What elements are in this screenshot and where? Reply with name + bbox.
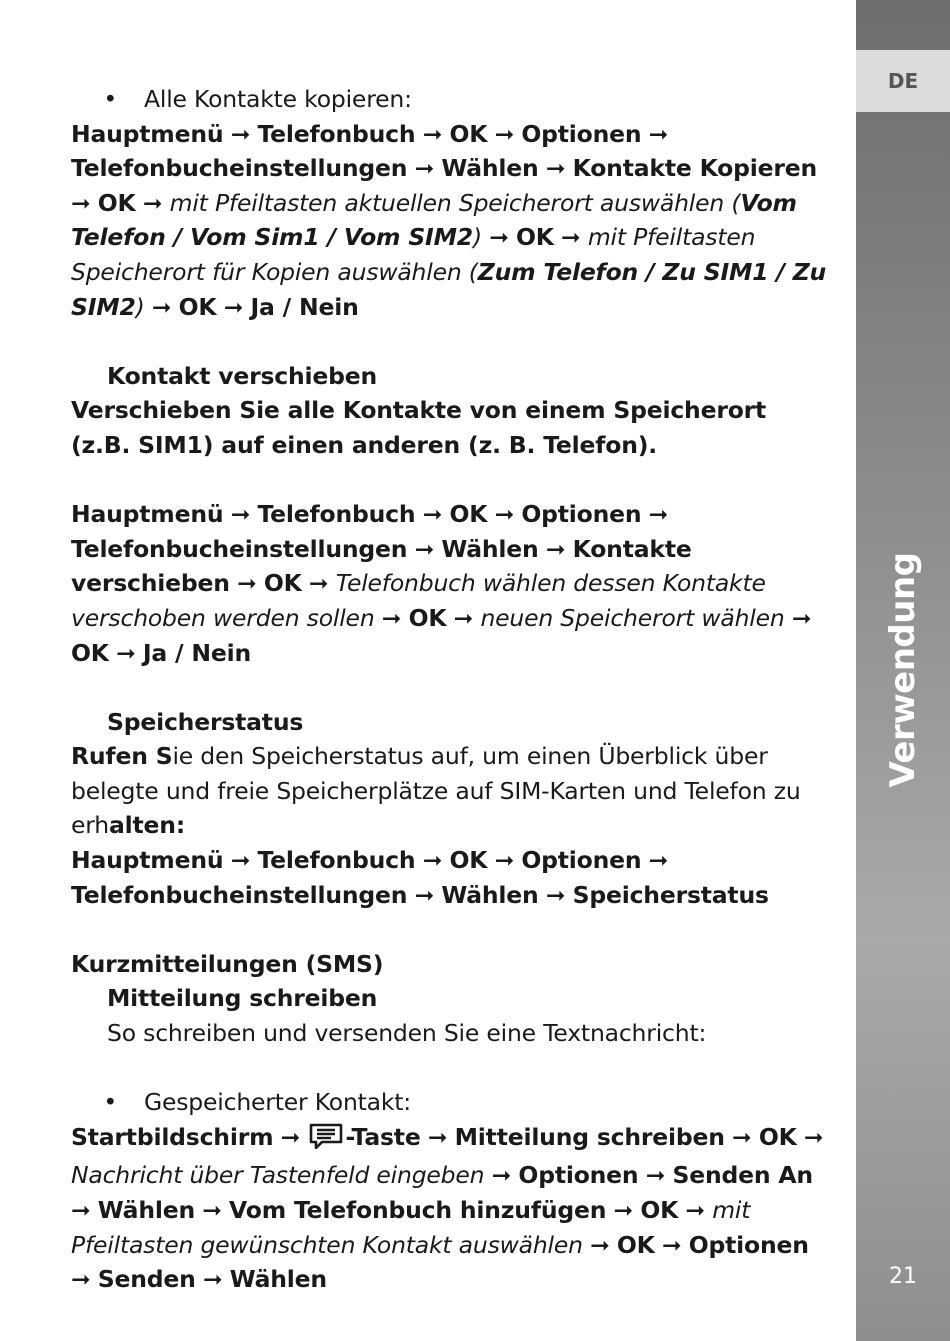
path-step: Optionen: [521, 500, 642, 529]
path-step: Telefonbuch: [257, 846, 416, 875]
message-icon: [309, 1123, 343, 1159]
arrow-icon: ➞: [71, 1196, 91, 1224]
arrow-icon: ➞: [202, 1265, 223, 1294]
path-step: Wählen: [229, 1265, 327, 1294]
arrow-icon: ➞: [648, 119, 669, 148]
arrow-icon: ➞: [803, 1122, 824, 1151]
path-step: Vom Telefonbuch hinzufügen: [229, 1196, 607, 1224]
arrow-icon: ➞: [381, 603, 402, 632]
arrow-icon: ➞: [308, 569, 329, 598]
path-step: OK: [449, 500, 488, 529]
arrow-icon: ➞: [648, 500, 669, 529]
arrow-icon: ➞: [561, 223, 581, 252]
arrow-icon: ➞: [422, 846, 443, 875]
arrow-icon: ➞: [491, 1161, 512, 1190]
path-step: -Taste: [345, 1122, 421, 1151]
path-step: Telefonbucheinstellungen: [71, 880, 408, 909]
arrow-icon: ➞: [230, 500, 251, 529]
arrow-icon: ➞: [661, 1230, 682, 1259]
path-step: Hauptmenü: [71, 500, 224, 529]
path-options: Vom Telefon / Vom Sim1 / Vom SIM2: [71, 188, 797, 252]
arrow-icon: ➞: [494, 846, 515, 875]
page-content: [71, 82, 831, 1297]
status-path: [71, 843, 831, 912]
path-instruction: mit Pfeiltasten Speicherort für Kopien auswählen (: [71, 223, 756, 286]
arrow-icon: ➞: [237, 569, 257, 598]
chapter-title: Verwendung: [883, 552, 923, 788]
side-tab-bar: [856, 0, 950, 1341]
path-instruction: ): [472, 223, 482, 252]
arrow-icon: ➞: [230, 119, 251, 148]
arrow-icon: ➞: [116, 638, 136, 667]
path-step: OK: [71, 638, 109, 667]
path-options: Zum Telefon / Zu SIM1 / Zu SIM2: [71, 257, 827, 321]
path-step: Hauptmenü: [71, 119, 224, 148]
path-instruction: mit Pfeiltasten aktuellen Speicherort auswählen (: [169, 188, 741, 217]
arrow-icon: ➞: [732, 1122, 752, 1151]
section-heading-move: Kontakt verschieben: [107, 361, 377, 390]
path-step: OK: [449, 119, 488, 148]
arrow-icon: ➞: [545, 154, 566, 183]
arrow-icon: ➞: [151, 292, 172, 321]
arrow-icon: ➞: [422, 500, 443, 529]
arrow-icon: ➞: [142, 188, 163, 217]
arrow-icon: ➞: [427, 1122, 448, 1151]
bullet-saved-contact: [71, 1085, 831, 1120]
path-instruction: neuen Speicherort wählen: [480, 603, 785, 632]
move-description: Verschieben Sie alle Kontakte von einem Speicherort (z.B. SIM1) auf einen anderen (z. B. Telefon).: [71, 396, 767, 459]
path-step: Startbildschirm: [71, 1122, 274, 1151]
path-step: Wählen: [441, 534, 539, 563]
path-step: OK: [263, 569, 302, 598]
arrow-icon: ➞: [453, 603, 474, 632]
section-heading-status: Speicherstatus: [107, 707, 304, 736]
arrow-icon: ➞: [230, 846, 251, 875]
path-step: OK: [97, 188, 136, 217]
path-step: Mitteilung schreiben: [454, 1122, 725, 1151]
arrow-icon: ➞: [648, 846, 669, 875]
path-step: OK: [758, 1122, 797, 1151]
path-step: Optionen: [688, 1230, 809, 1259]
arrow-icon: ➞: [645, 1161, 666, 1190]
path-step: Optionen: [521, 119, 642, 148]
path-step: Ja / Nein: [250, 292, 359, 321]
arrow-icon: ➞: [545, 534, 566, 563]
path-step: Telefonbuch: [257, 500, 416, 529]
move-contacts-path: [71, 497, 831, 670]
arrow-icon: ➞: [414, 880, 435, 909]
sms-intro: So schreiben und versenden Sie eine Textnachricht:: [107, 1019, 707, 1048]
arrow-icon: ➞: [613, 1196, 634, 1224]
path-step: OK: [515, 223, 554, 252]
arrow-icon: ➞: [494, 119, 515, 148]
language-tab: DE: [856, 50, 950, 112]
arrow-icon: ➞: [71, 188, 91, 217]
path-step: Wählen: [441, 880, 539, 909]
arrow-icon: ➞: [685, 1196, 705, 1224]
path-step: Wählen: [97, 1196, 195, 1224]
path-step: OK: [178, 292, 217, 321]
path-step: Speicherstatus: [572, 880, 769, 909]
subheading-write-message: Mitteilung schreiben: [107, 984, 378, 1013]
path-instruction: mit Pfeiltasten gewünschten Kontakt auswählen: [71, 1196, 751, 1259]
sms-path: [71, 1120, 831, 1297]
section-heading-sms: Kurzmitteilungen (SMS): [71, 949, 384, 978]
path-step: Optionen: [518, 1161, 639, 1190]
path-step: OK: [616, 1230, 655, 1259]
path-step: Telefonbuch: [257, 119, 416, 148]
path-step: Kontakte Kopieren: [572, 154, 817, 183]
bullet-copy-contacts: [71, 82, 831, 117]
path-step: Telefonbucheinstellungen: [71, 154, 408, 183]
path-step: Hauptmenü: [71, 846, 224, 875]
arrow-icon: ➞: [71, 1265, 91, 1294]
arrow-icon: ➞: [590, 1230, 610, 1259]
path-instruction: ): [135, 292, 145, 321]
path-step: Wählen: [441, 154, 539, 183]
arrow-icon: ➞: [414, 154, 435, 183]
path-step: Optionen: [521, 846, 642, 875]
path-step: Senden An: [672, 1161, 813, 1190]
arrow-icon: ➞: [223, 292, 244, 321]
arrow-icon: ➞: [280, 1122, 301, 1151]
copy-contacts-path: [71, 117, 831, 325]
path-instruction: Nachricht über Tastenfeld eingeben: [71, 1161, 485, 1190]
path-instruction: Telefonbuch wählen dessen Kontakte verschoben werden sollen: [71, 569, 766, 632]
path-step: OK: [408, 603, 447, 632]
arrow-icon: ➞: [545, 880, 566, 909]
status-description: Rufen Sie den Speicherstatus auf, um einen Überblick über belegte und freie Speicherplätze auf SIM-Karten und Telefon zu erhalten:: [71, 742, 801, 840]
path-step: Telefonbucheinstellungen: [71, 534, 408, 563]
path-step: Ja / Nein: [142, 638, 251, 667]
path-step: Kontakte verschieben: [71, 534, 692, 598]
path-step: OK: [449, 846, 488, 875]
path-step: OK: [640, 1196, 679, 1224]
arrow-icon: ➞: [791, 603, 812, 632]
arrow-icon: ➞: [202, 1196, 222, 1224]
arrow-icon: ➞: [494, 500, 515, 529]
bullet-text: Gespeicherter Kontakt:: [144, 1088, 412, 1117]
bullet-text: Alle Kontakte kopieren:: [144, 85, 412, 113]
arrow-icon: ➞: [489, 223, 509, 252]
arrow-icon: ➞: [414, 534, 435, 563]
page-number: 21: [889, 1264, 917, 1289]
arrow-icon: ➞: [422, 119, 443, 148]
path-step: Senden: [97, 1265, 196, 1294]
